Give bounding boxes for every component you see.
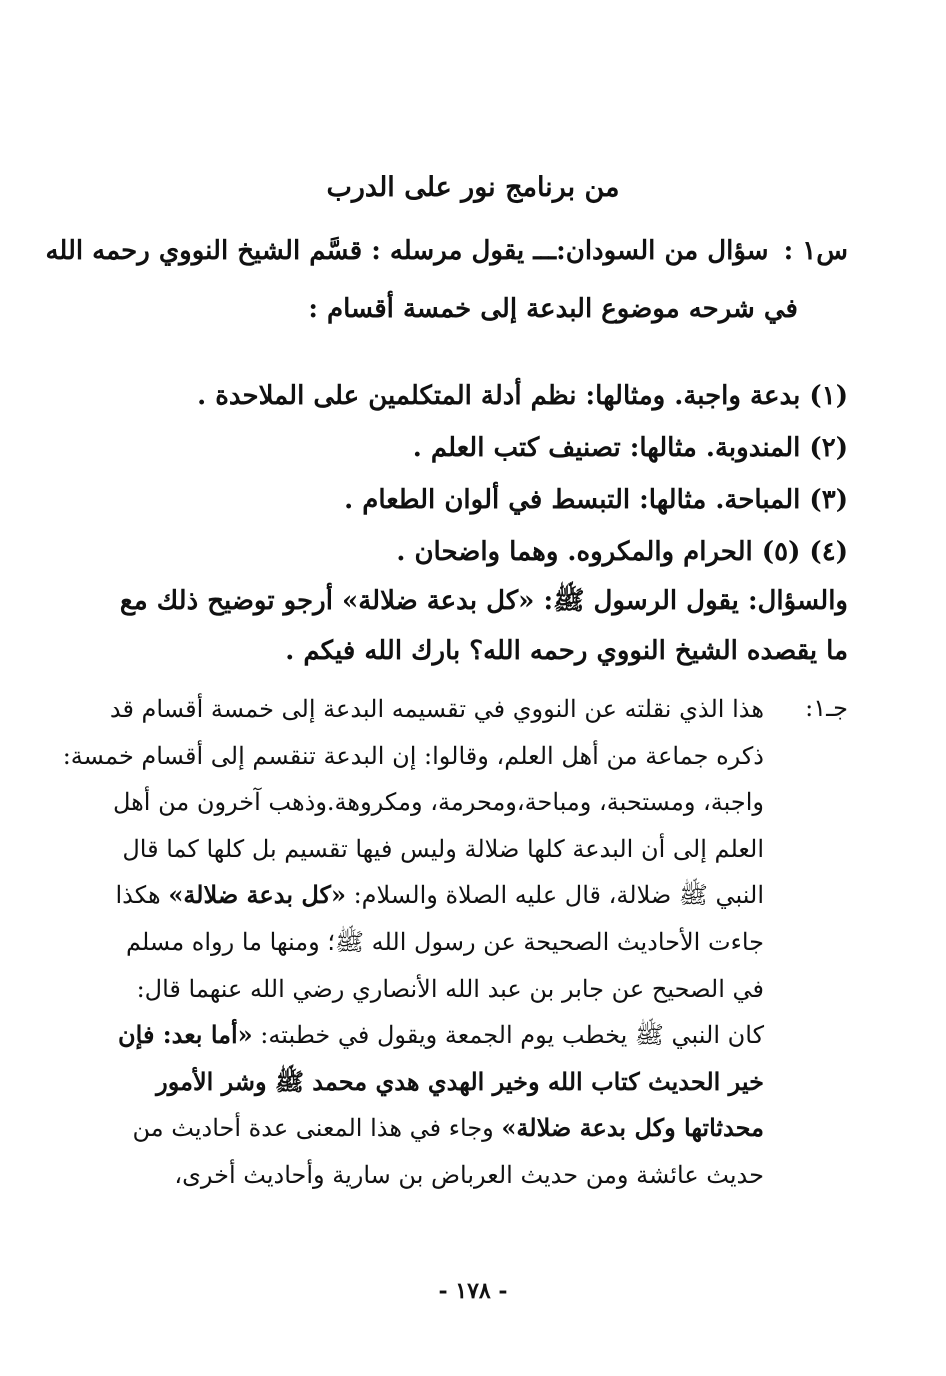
answer-line-pre: النبي ﷺ ضلالة، قال عليه الصلاة والسلام:	[345, 881, 764, 910]
answer-line-pre: العلم إلى أن البدعة كلها ضلالة وليس فيها تقسيم بل كلها كما قال	[122, 834, 764, 863]
question-heading-line-1	[45, 222, 848, 280]
answer-line	[96, 919, 764, 966]
division-item: (٢) المندوبة. مثالها: تصنيف كتب العلم .	[412, 433, 848, 463]
page-title: من برنامج نور على الدرب	[326, 172, 620, 203]
answer-line	[96, 779, 764, 826]
answer-line-bold: «أما بعد: فإن	[118, 1020, 253, 1050]
answer-line	[96, 872, 764, 919]
page-number: - ١٧٨ -	[438, 1278, 508, 1304]
answer-text	[62, 686, 764, 1199]
answer-line	[96, 1105, 764, 1152]
answer-line	[96, 686, 764, 733]
division-item: (١) بدعة واجبة. ومثالها: نظم أدلة المتكلمين على الملاحدة .	[197, 381, 848, 411]
answer-line	[96, 826, 764, 873]
answer-line-pre: هذا الذي نقلته عن النووي في تقسيمه البدعة إلى خمسة أقسام قد	[109, 695, 764, 723]
answer-line	[62, 733, 764, 780]
question-heading	[45, 222, 848, 338]
answer-line	[96, 1152, 764, 1199]
answer-line-pre: كان النبي ﷺ يخطب يوم الجمعة ويقول في خطبته:	[252, 1021, 764, 1050]
answer-line-bold: خير الحديث كتاب الله وخير الهدي هدي محمد ﷺ وشر الأمور	[156, 1066, 764, 1096]
question-body	[96, 576, 848, 676]
division-item: (٣) المباحة. مثالها: التبسط في ألوان الطعام .	[344, 485, 848, 515]
division-item: (٤) (٥) الحرام والمكروه. وهما واضحان .	[396, 537, 848, 567]
answer-line-pre: في الصحيح عن جابر بن عبد الله الأنصاري رضي الله عنهما قال:	[136, 974, 764, 1003]
question-heading-text-1: سؤال من السودان:ـــ يقول مرسله : قسَّم الشيخ النووي رحمه الله	[45, 236, 769, 266]
answer-line-pre: واجبة، ومستحبة، ومباحة،ومحرمة، ومكروهة.وذهب آخرون من أهل	[112, 788, 764, 817]
answer-line-pre: جاءت الأحاديث الصحيحة عن رسول الله ﷺ؛ ومنها ما رواه مسلم	[125, 927, 764, 956]
answer-line-bold: محدثاتها وكل بدعة ضلالة»	[501, 1113, 764, 1143]
answer-line-pre: ذكره جماعة من أهل العلم، وقالوا: إن البدعة تنقسم إلى أقسام خمسة:	[62, 741, 764, 770]
question-label: س١ :	[783, 236, 848, 266]
answer-line	[96, 1012, 764, 1059]
answer-line	[96, 1059, 764, 1106]
answer-line-pre: حديث عائشة ومن حديث العرباض بن سارية وأحاديث أخرى،	[174, 1160, 764, 1189]
answer-line	[96, 966, 764, 1013]
answer-line-post: وجاء في هذا المعنى عدة أحاديث من	[132, 1114, 502, 1143]
divisions-list	[96, 370, 848, 578]
question-body-line: والسؤال: يقول الرسول ﷺ: «كل بدعة ضلالة» أرجو توضيح ذلك مع	[119, 586, 848, 616]
question-heading-line-2: في شرحه موضوع البدعة إلى خمسة أقسام :	[308, 294, 798, 324]
answer-line-bold: «كل بدعة ضلالة»	[168, 880, 346, 910]
answer-line-post: هكذا	[115, 881, 169, 910]
answer-label: جـ١:	[805, 694, 848, 722]
question-body-line: ما يقصده الشيخ النووي رحمه الله؟ بارك الله فيكم .	[285, 636, 848, 666]
